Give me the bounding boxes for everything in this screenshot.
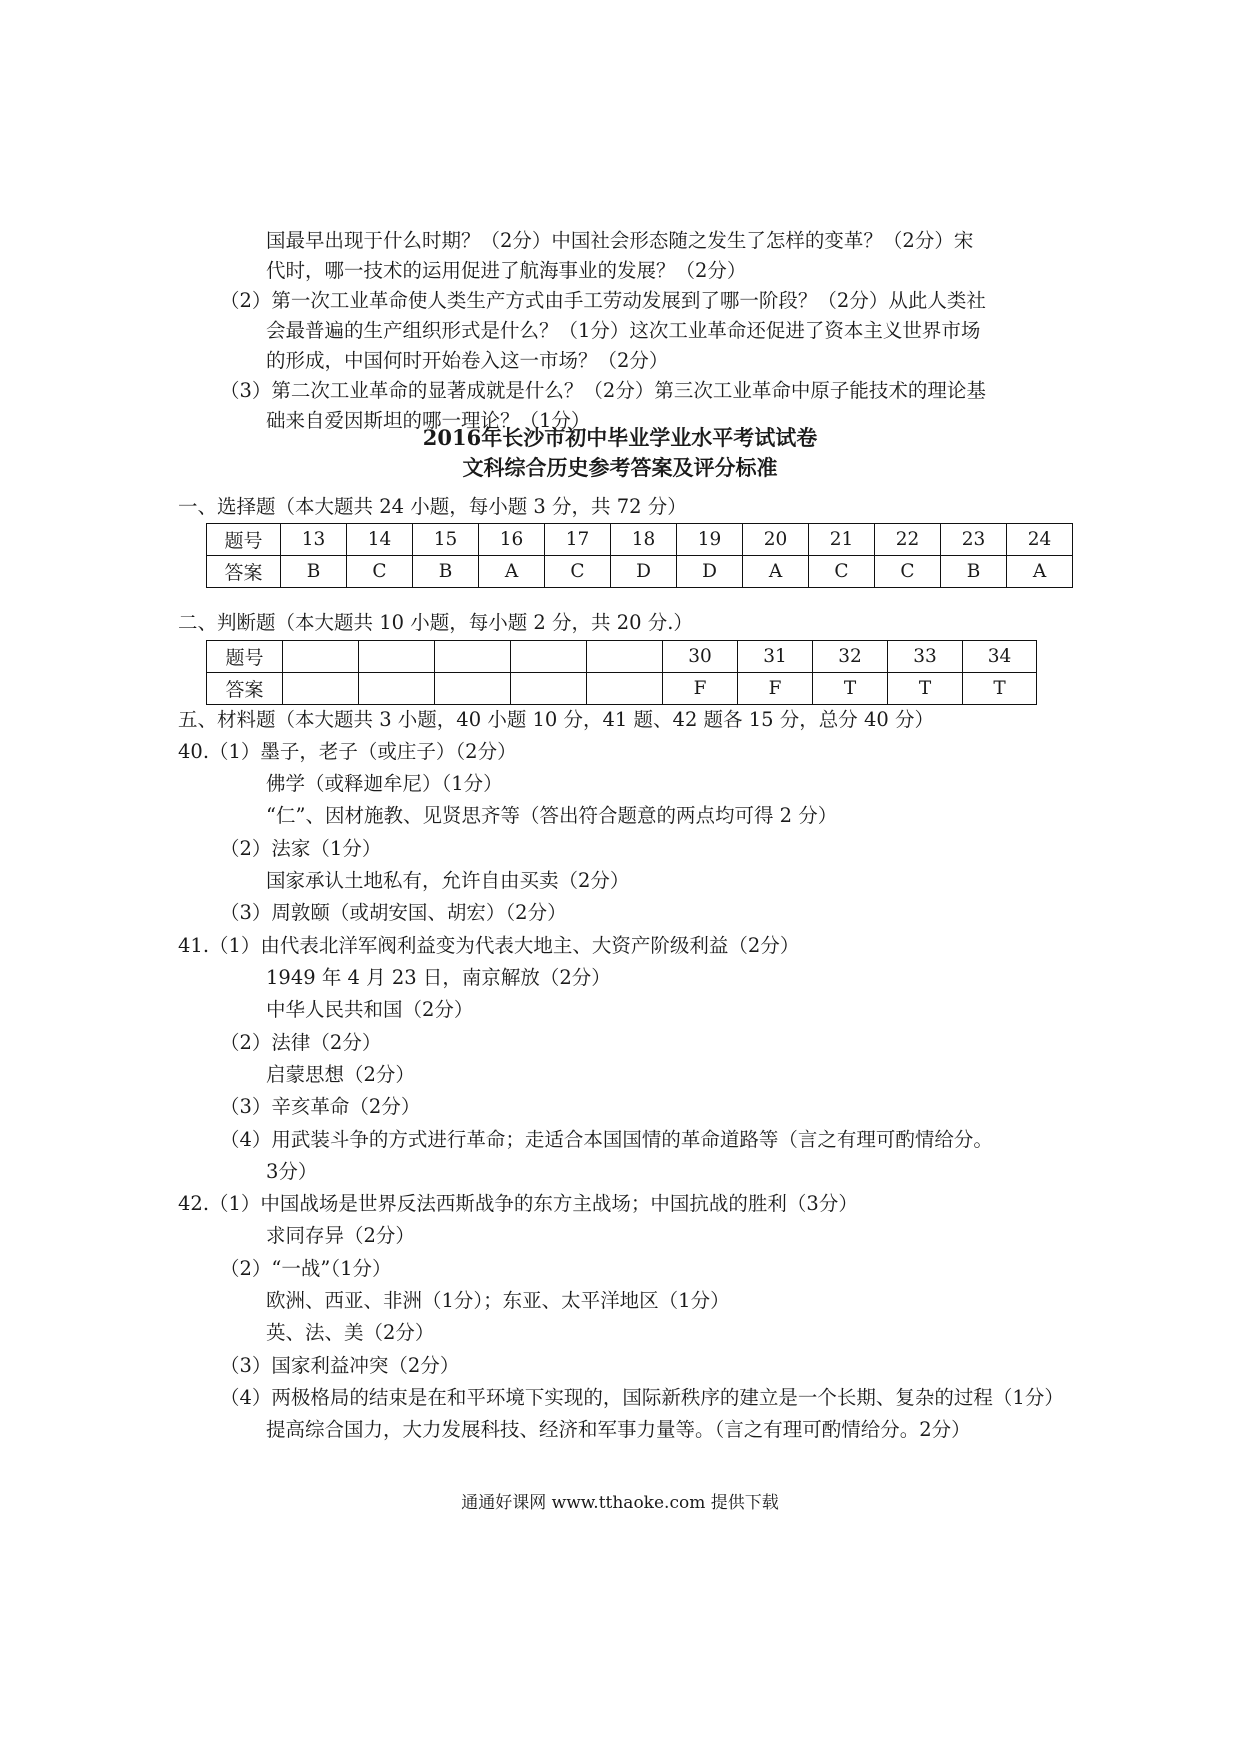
answer-cell: T	[963, 673, 1037, 705]
q42-line: （3）国家利益冲突（2分）	[220, 1354, 460, 1377]
answer-cell: D	[611, 556, 677, 588]
answer-cell: T	[813, 673, 888, 705]
question-number: 33	[888, 641, 963, 673]
q42-line: 欧洲、西亚、非洲（1分）；东亚、太平洋地区（1分）	[266, 1289, 730, 1312]
question-number	[587, 641, 663, 673]
question-number: 34	[963, 641, 1037, 673]
q41-line: 1949 年 4 月 23 日，南京解放（2分）	[266, 966, 611, 989]
answer-cell: T	[888, 673, 963, 705]
question-number: 16	[479, 524, 545, 556]
q40-line: （3）周敦颐（或胡安国、胡宏）（2分）	[220, 901, 567, 924]
prev-q3-line1: （3）第二次工业革命的显著成就是什么？（2分）第三次工业革命中原子能技术的理论基	[220, 379, 986, 402]
q41-line: （2）法律（2分）	[220, 1031, 382, 1054]
question-number: 22	[875, 524, 941, 556]
question-number: 19	[677, 524, 743, 556]
section5-heading: 五、材料题（本大题共 3 小题，40 小题 10 分，41 题、42 题各 15 分，总分 40 分）	[178, 708, 934, 731]
q41-line: 41.（1）由代表北洋军阀利益变为代表大地主、大资产阶级利益（2分）	[178, 934, 800, 957]
question-number: 20	[743, 524, 809, 556]
q41-line: 中华人民共和国（2分）	[266, 998, 474, 1021]
true-false-answer-table	[206, 640, 1037, 705]
question-number	[511, 641, 587, 673]
question-number: 21	[809, 524, 875, 556]
answer-cell: D	[677, 556, 743, 588]
table-row	[207, 641, 1037, 673]
document-title: 2016年长沙市初中毕业学业水平考试试卷	[422, 425, 818, 450]
answer-cell: B	[941, 556, 1007, 588]
section2-heading: 二、判断题（本大题共 10 小题，每小题 2 分，共 20 分.）	[178, 611, 693, 634]
question-number: 17	[545, 524, 611, 556]
question-number: 18	[611, 524, 677, 556]
page-footer: 通通好课网 www.tthaoke.com 提供下载	[461, 1493, 779, 1513]
answer-cell: C	[347, 556, 413, 588]
section1-heading: 一、选择题（本大题共 24 小题，每小题 3 分，共 72 分）	[178, 495, 687, 518]
question-number	[283, 641, 359, 673]
q42-line: （4）两极格局的结束是在和平环境下实现的，国际新秩序的建立是一个长期、复杂的过程（1分）	[220, 1386, 1064, 1409]
q42-line: 英、法、美（2分）	[266, 1321, 435, 1344]
answer-cell: A	[743, 556, 809, 588]
question-number: 15	[413, 524, 479, 556]
prev-q1-line1: 国最早出现于什么时期？（2分）中国社会形态随之发生了怎样的变革？（2分）宋	[266, 229, 974, 252]
document-subtitle: 文科综合历史参考答案及评分标准	[462, 455, 778, 480]
answer-cell	[359, 673, 435, 705]
question-number-label: 题号	[207, 641, 283, 673]
answer-cell: B	[281, 556, 347, 588]
q41-line: 3分）	[266, 1160, 318, 1183]
multiple-choice-answer-table	[206, 523, 1073, 588]
question-number	[359, 641, 435, 673]
answer-label: 答案	[207, 556, 281, 588]
answer-cell: B	[413, 556, 479, 588]
question-number: 31	[738, 641, 813, 673]
answer-cell: C	[875, 556, 941, 588]
prev-q2-line1: （2）第一次工业革命使人类生产方式由手工劳动发展到了哪一阶段？（2分）从此人类社	[220, 289, 986, 312]
q42-line: 提高综合国力，大力发展科技、经济和军事力量等。（言之有理可酌情给分。2分）	[266, 1418, 971, 1441]
answer-cell: A	[1007, 556, 1073, 588]
q41-line: 启蒙思想（2分）	[266, 1063, 415, 1086]
q40-line: （2）法家（1分）	[220, 837, 382, 860]
question-number: 32	[813, 641, 888, 673]
q42-line: 求同存异（2分）	[266, 1224, 415, 1247]
answer-cell	[283, 673, 359, 705]
question-number-label: 题号	[207, 524, 281, 556]
question-number: 30	[663, 641, 738, 673]
prev-q2-line2: 会最普遍的生产组织形式是什么？（1分）这次工业革命还促进了资本主义世界市场	[266, 319, 981, 342]
q40-line: 国家承认土地私有，允许自由买卖（2分）	[266, 869, 630, 892]
answer-cell	[511, 673, 587, 705]
question-number	[435, 641, 511, 673]
q40-line: 40.（1）墨子，老子（或庄子）（2分）	[178, 740, 517, 763]
answer-cell	[435, 673, 511, 705]
answer-cell: A	[479, 556, 545, 588]
question-number: 13	[281, 524, 347, 556]
prev-q3-line2: 础来自爱因斯坦的哪一理论？（1分）	[266, 409, 591, 432]
answer-cell: F	[738, 673, 813, 705]
answer-cell: C	[809, 556, 875, 588]
question-number: 14	[347, 524, 413, 556]
answer-cell: C	[545, 556, 611, 588]
table-row	[207, 556, 1073, 588]
prev-q2-line3: 的形成，中国何时开始卷入这一市场？（2分）	[266, 349, 669, 372]
prev-q1-line2: 代时，哪一技术的运用促进了航海事业的发展？（2分）	[266, 259, 747, 282]
q40-line: “仁”、因材施教、见贤思齐等（答出符合题意的两点均可得 2 分）	[266, 804, 838, 827]
question-number: 23	[941, 524, 1007, 556]
q41-line: （4）用武装斗争的方式进行革命；走适合本国国情的革命道路等（言之有理可酌情给分。	[220, 1128, 993, 1151]
table-row	[207, 673, 1037, 705]
q40-line: 佛学（或释迦牟尼）（1分）	[266, 772, 503, 795]
q42-line: （2）“一战”（1分）	[220, 1257, 392, 1280]
answer-cell	[587, 673, 663, 705]
answer-cell: F	[663, 673, 738, 705]
answer-label: 答案	[207, 673, 283, 705]
question-number: 24	[1007, 524, 1073, 556]
q42-line: 42.（1）中国战场是世界反法西斯战争的东方主战场；中国抗战的胜利（3分）	[178, 1192, 858, 1215]
q41-line: （3）辛亥革命（2分）	[220, 1095, 421, 1118]
table-row	[207, 524, 1073, 556]
